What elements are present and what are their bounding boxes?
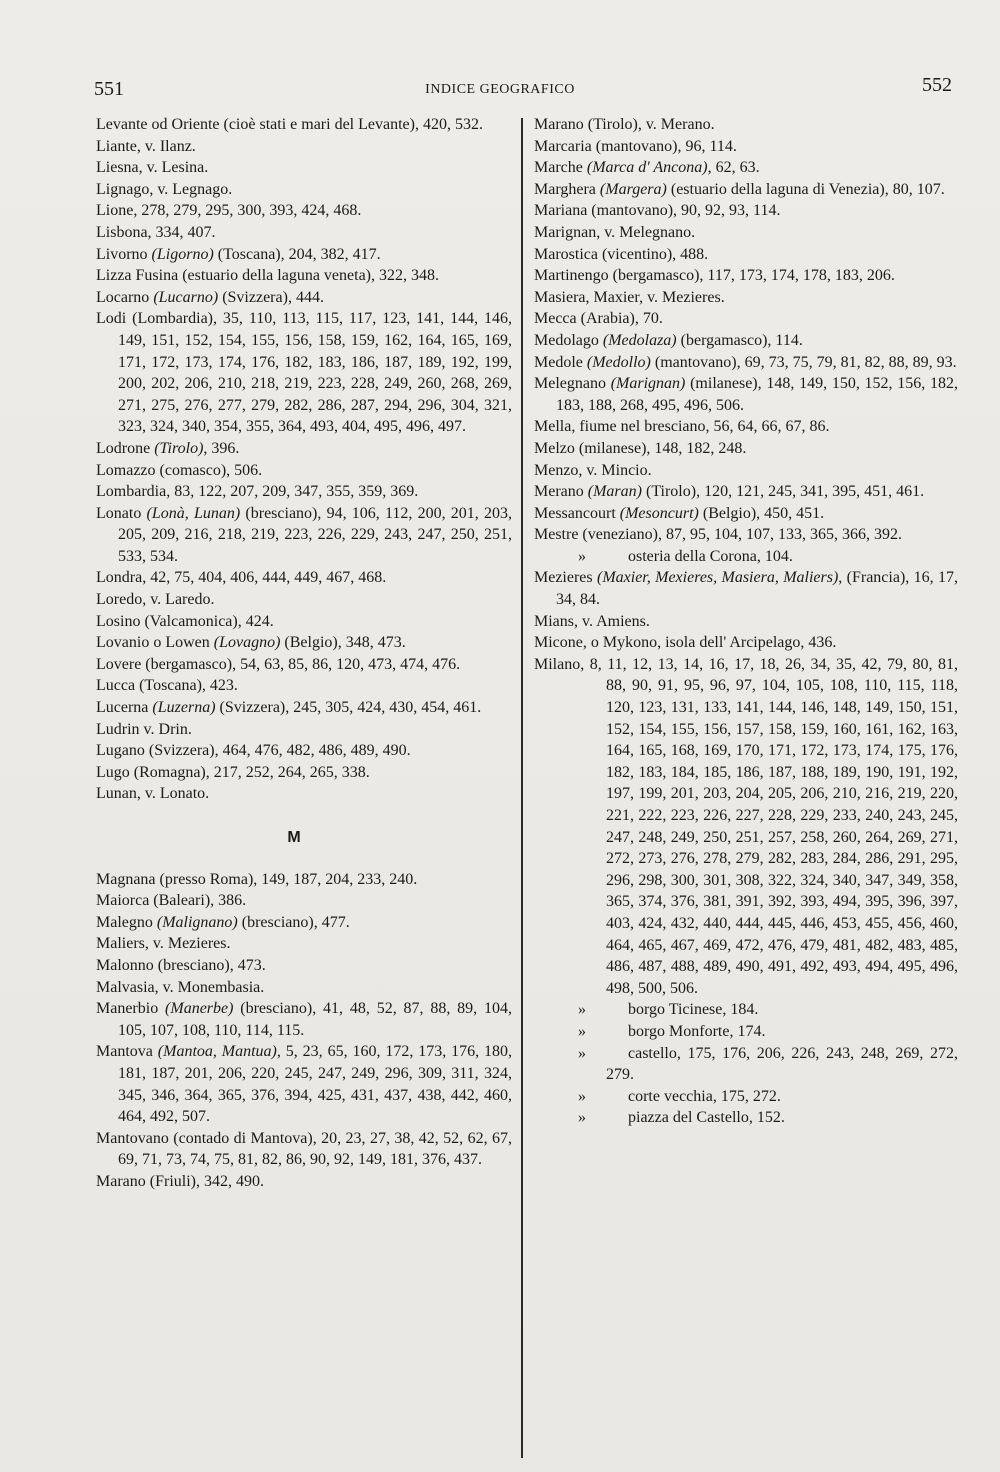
index-entry [96,308,512,438]
ditto-mark: » [578,1109,586,1127]
entry-alias: (Medolaza) [602,331,677,349]
entry-alias: (Lonà, Lunan) [146,504,241,522]
index-entry [96,740,512,762]
index-entry [534,330,958,352]
index-entry [534,265,958,287]
entry-text: Manerbio [96,1000,166,1018]
entry-refs: (Belgio), 348, 473. [280,634,406,652]
entry-alias: (Lovagno) [213,634,281,652]
index-entry [534,999,958,1021]
entry-text: Lugo (Romagna), 217, 252, 264, 265, 338. [96,763,370,781]
section-letter: M [287,829,301,846]
index-entry [534,460,958,482]
entry-text: castello, 175, 176, 206, 226, 243, 248, 269, 272, 279. [606,1044,958,1084]
entry-alias: (Mesoncurt) [619,504,699,522]
index-entry [534,632,958,654]
entry-refs: , 396. [203,439,240,457]
entry-alias: (Marignan) [610,375,686,393]
index-entry [96,675,512,697]
entry-alias: (Lucarno) [153,288,219,306]
entry-text: Magnana (presso Roma), 149, 187, 204, 233, 240. [96,870,418,888]
entry-alias: (Mantoa, Mantua) [157,1043,277,1061]
entry-refs: (milanese), 148, 149, 150, 152, 156, 182, 183, 188, 268, 495, 496, 506. [556,375,958,414]
entry-text: Masiera, Maxier, v. Mezieres. [534,288,725,306]
entry-text: Liesna, v. Lesina. [96,159,209,177]
index-entry [96,611,512,633]
index-entry [534,524,958,546]
entry-alias: (Maxier, Mexieres, Masiera, Maliers) [597,569,839,587]
index-entry [96,1171,512,1193]
entry-text: Martinengo (bergamasco), 117, 173, 174, 178, 183, 206. [534,267,895,285]
index-entry [96,200,512,222]
index-entry [534,114,958,136]
index-entry [96,136,512,158]
ditto-mark: » [578,1001,586,1019]
index-entry [96,890,512,912]
entry-text: Lione, 278, 279, 295, 300, 393, 424, 468. [96,202,362,220]
column-divider [521,118,523,1458]
index-entry [96,955,512,977]
entry-refs: , 62, 63. [707,159,760,177]
index-entry [96,222,512,244]
index-entry [534,1021,958,1043]
entry-text: Marano (Friuli), 342, 490. [96,1172,264,1190]
index-entry [96,287,512,309]
entry-text: osteria della Corona, 104. [628,547,793,565]
left-entries-m [96,869,512,1193]
entry-text: Londra, 42, 75, 404, 406, 444, 449, 467, 468. [96,569,387,587]
index-entry [96,1041,512,1127]
entry-refs: (Svizzera), 444. [218,288,324,306]
index-entry [534,244,958,266]
index-entry [534,157,958,179]
entry-refs: (estuario della laguna di Venezia), 80, 107. [666,180,945,198]
index-entry [96,869,512,891]
ditto-mark: » [578,1087,586,1105]
entry-text: Lombardia, 83, 122, 207, 209, 347, 355, 359, 369. [96,483,419,501]
entry-text: Lisbona, 334, 407. [96,223,216,241]
entry-text: Melegnano [534,375,611,393]
index-entry [96,179,512,201]
index-entry [534,136,958,158]
right-column [534,114,958,1129]
index-entry [96,977,512,999]
entry-alias: (Margera) [599,180,667,198]
entry-text: Lodi (Lombardia), 35, 110, 113, 115, 117, 123, 141, 144, 146, 149, 151, 152, 154, 155, 156, 158, 159, 162, 164, 165, 169, 171, 172, 173, 174, 176, 182, 183, 186, 187, 189, 192, 199, 200, 202, 206, 210, 218, 219, 223, 228, 249, 260, 268, 269, 271, 275, 276, 277, 279, 282, 286, 287, 294, 296, 304, 321, 323, 324, 340, 354, 355, 364, 493, 404, 495, 496, 497. [96,310,512,436]
entry-alias: (Marca d' Ancona) [586,159,708,177]
entry-alias: (Tirolo) [154,439,204,457]
index-entry [96,783,512,805]
entry-refs: (mantovano), 69, 73, 75, 79, 81, 82, 88, 89, 93. [650,353,957,371]
entry-text: Marghera [534,180,600,198]
entry-refs: , (Francia), 16, 17, 34, 84. [556,569,958,609]
entry-text: Marignan, v. Melegnano. [534,223,696,241]
index-entry [96,265,512,287]
entry-text: Malonno (bresciano), 473. [96,956,266,974]
left-column [96,114,512,1193]
entry-refs: (bresciano), 41, 48, 52, 87, 88, 89, 104, 105, 107, 108, 110, 114, 115. [118,1000,512,1039]
entry-text: Liante, v. Ilanz. [96,137,196,155]
entry-alias: (Luzerna) [152,699,216,717]
ditto-mark: » [578,1044,586,1062]
entry-text: Milano, 8, 11, 12, 13, 14, 16, 17, 18, 26, 34, 35, 42, 79, 80, 81, 88, 90, 91, 95, 96, 97, 104, 105, 108, 110, 115, 118, 120, 123, 131, 133, 141, 144, 146, 148, 149, 150, 151, 152, 154, 155, 156, 157, 158, 159, 160, 161, 162, 163, 164, 165, 168, 169, 170, 171, 172, 173, 174, 175, 176, 182, 183, 184, 185, 186, 187, 188, 189, 190, 191, 192, 197, 199, 201, 203, 204, 205, 206, 210, 216, 219, 220, 221, 222, 223, 226, 227, 228, 229, 233, 240, 243, 245, 247, 248, 249, 250, 251, 257, 258, 260, 264, 269, 271, 272, 273, 276, 278, 279, 282, 283, 284, 286, 291, 295, 296, 298, 300, 301, 308, 322, 324, 340, 347, 349, 358, 365, 374, 376, 381, 391, 392, 393, 494, 395, 396, 397, 403, 424, 432, 440, 444, 445, 446, 453, 455, 456, 460, 464, 465, 467, 469, 472, 476, 479, 481, 482, 483, 485, 486, 487, 488, 489, 490, 491, 492, 493, 494, 495, 496, 498, 500, 506. [534,655,958,997]
entry-text: Malegno [96,913,157,931]
index-entry [534,373,958,416]
entry-text: Mestre (veneziano), 87, 95, 104, 107, 133, 365, 366, 392. [534,526,902,544]
entry-text: Mantova [96,1043,158,1061]
entry-text: Messancourt [534,504,620,522]
index-entry [96,632,512,654]
entry-alias: (Maran) [587,483,642,501]
entry-text: Lovere (bergamasco), 54, 63, 85, 86, 120, 473, 474, 476. [96,655,461,673]
entry-text: Maiorca (Baleari), 386. [96,892,247,910]
index-entry [534,567,958,610]
entry-text: Marcaria (mantovano), 96, 114. [534,137,737,155]
entry-text: Marano (Tirolo), v. Merano. [534,116,715,133]
index-entry [96,157,512,179]
index-entry [534,222,958,244]
entry-alias: (Malignano) [156,913,238,931]
entry-text: Locarno [96,288,154,306]
entry-text: Micone, o Mykono, isola dell' Arcipelago, 436. [534,634,837,652]
index-entry [534,1086,958,1108]
left-entries-l [96,114,512,805]
index-entry [534,200,958,222]
entry-text: borgo Ticinese, 184. [628,1001,759,1019]
entry-text: Mezieres [534,569,597,587]
index-entry [96,654,512,676]
entry-text: Losino (Valcamonica), 424. [96,612,274,630]
entry-text: Lonato [96,504,147,522]
entry-text: Lodrone [96,439,155,457]
entry-text: Lizza Fusina (estuario della laguna veneta), 322, 348. [96,267,439,285]
index-entry [534,654,958,1000]
entry-text: Livorno [96,245,152,263]
index-entry [96,1128,512,1171]
entry-text: Maliers, v. Mezieres. [96,935,231,953]
index-entry [96,762,512,784]
entry-text: Marostica (vicentino), 488. [534,245,709,263]
index-entry [534,308,958,330]
index-entry [96,933,512,955]
index-entry [96,244,512,266]
page-number-right: 552 [922,74,952,96]
index-entry [96,697,512,719]
entry-text: Lucerna [96,699,153,717]
entry-text: Mecca (Arabia), 70. [534,310,663,328]
entry-text: Levante od Oriente (cioè stati e mari del Levante), 420, 532. [96,116,483,133]
index-entry [534,179,958,201]
entry-refs: (bresciano), 477. [237,913,350,931]
entry-text: Lovanio o Lowen [96,634,214,652]
index-entry [96,567,512,589]
entry-text: Mella, fiume nel bresciano, 56, 64, 66, 67, 86. [534,418,830,436]
index-entry [534,287,958,309]
entry-text: Lugano (Svizzera), 464, 476, 482, 486, 489, 490. [96,742,411,760]
index-entry [96,998,512,1041]
index-entry [96,912,512,934]
page-number-left: 551 [94,78,124,100]
entry-text: Mantovano (contado di Mantova), 20, 23, 27, 38, 42, 52, 62, 67, 69, 71, 73, 74, 75, 81, 82, 86, 90, 92, 149, 181, 376, 437. [96,1129,512,1169]
entry-refs: (Svizzera), 245, 305, 424, 430, 454, 461. [215,699,482,717]
entry-alias: (Manerbe) [165,1000,234,1018]
entry-text: Lunan, v. Lonato. [96,785,210,803]
entry-text: piazza del Castello, 152. [628,1109,785,1127]
entry-text: Mians, v. Amiens. [534,612,650,630]
entry-text: Marche [534,159,587,177]
ditto-mark: » [578,547,586,565]
index-entry [96,719,512,741]
index-entry [534,438,958,460]
index-entry [534,416,958,438]
entry-alias: (Medollo) [586,353,651,371]
index-entry [534,481,958,503]
entry-refs: (Belgio), 450, 451. [698,504,825,522]
index-entry [96,114,512,136]
entry-text: Merano [534,483,588,501]
entry-text: Melzo (milanese), 148, 182, 248. [534,439,747,457]
index-entry [534,611,958,633]
index-entry [96,460,512,482]
entry-text: Lignago, v. Legnago. [96,180,233,198]
entry-refs: (bresciano), 94, 106, 112, 200, 201, 203, 205, 209, 216, 218, 219, 223, 226, 229, 243, 247, 250, 251, 533, 534. [118,504,513,565]
entry-text: Menzo, v. Mincio. [534,461,652,479]
entry-refs: , 5, 23, 65, 160, 172, 173, 176, 180, 181, 187, 201, 206, 220, 245, 247, 249, 296, 309, 311, 324, 345, 346, 364, 365, 376, 394, 425, 431, 437, 438, 442, 460, 464, 492, 507. [118,1043,513,1126]
running-title: INDICE GEOGRAFICO [425,82,575,97]
entry-text: Medole [534,353,587,371]
index-entry [96,438,512,460]
entry-text: Loredo, v. Laredo. [96,591,215,609]
index-entry [534,352,958,374]
entry-alias: (Ligorno) [151,245,214,263]
index-entry [96,481,512,503]
entry-text: Malvasia, v. Monembasia. [96,978,265,996]
entry-text: borgo Monforte, 174. [628,1022,766,1040]
entry-refs: (Toscana), 204, 382, 417. [213,245,381,263]
index-entry [534,546,958,568]
index-entry [534,503,958,525]
ditto-mark: » [578,1022,586,1040]
entry-text: Medolago [534,331,603,349]
entry-text: Lomazzo (comasco), 506. [96,461,263,479]
entry-refs: (Tirolo), 120, 121, 245, 341, 395, 451, 461. [641,483,925,501]
entry-text: Lucca (Toscana), 423. [96,677,238,695]
index-entry [534,1107,958,1129]
index-entry [96,503,512,568]
index-entry [534,1043,958,1086]
entry-refs: (bergamasco), 114. [676,331,803,349]
entry-text: Ludrin v. Drin. [96,720,192,738]
entry-text: corte vecchia, 175, 272. [628,1087,781,1105]
entry-text: Mariana (mantovano), 90, 92, 93, 114. [534,202,781,220]
index-entry [96,589,512,611]
